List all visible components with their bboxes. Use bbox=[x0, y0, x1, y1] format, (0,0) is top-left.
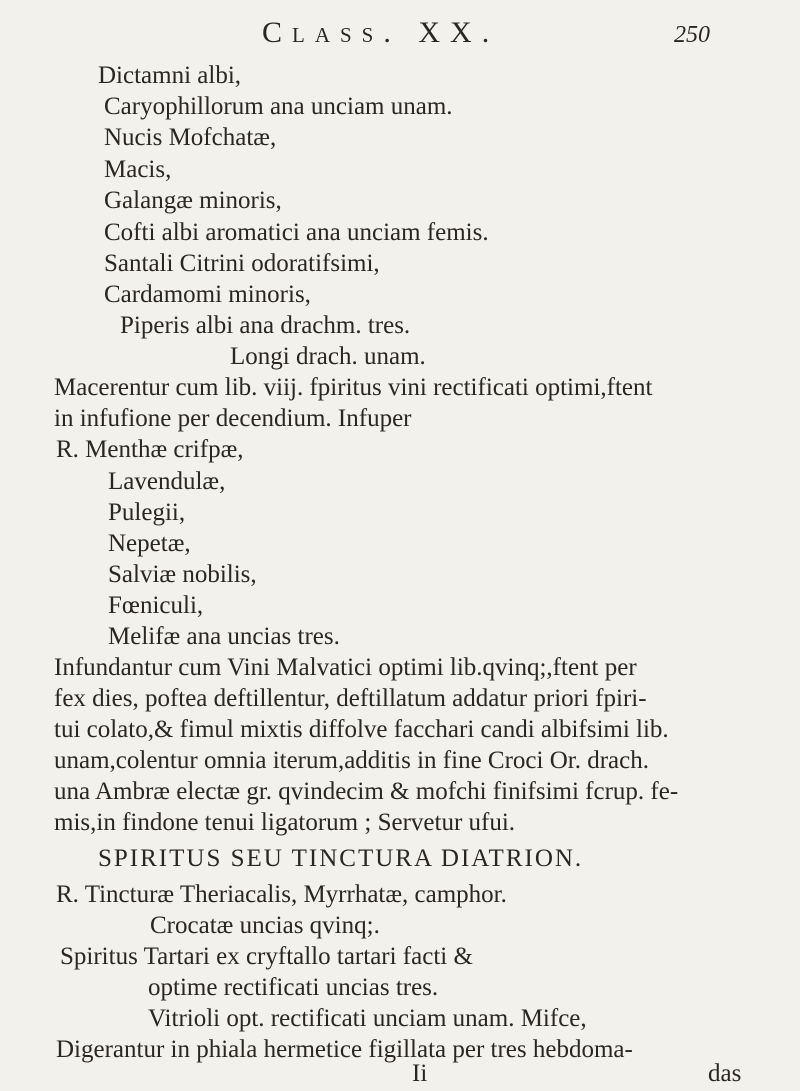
running-header bbox=[0, 16, 800, 56]
text-line: tui colato,& fimul mixtis diffolve facchari candi albifsimi lib. bbox=[54, 716, 669, 743]
section-heading: SPIRITUS SEU TINCTURA DIATRION. bbox=[98, 845, 584, 872]
text-line: Pulegii, bbox=[108, 499, 186, 526]
text-line: Macis, bbox=[104, 156, 172, 183]
text-line: R. Menthæ crifpæ, bbox=[56, 436, 244, 463]
text-line: Galangæ minoris, bbox=[104, 187, 282, 214]
page-number: 250 bbox=[674, 22, 710, 48]
text-line: Melifæ ana uncias tres. bbox=[108, 623, 340, 650]
text-line: Cofti albi aromatici ana unciam femis. bbox=[104, 219, 489, 246]
catchword: das bbox=[708, 1060, 742, 1087]
text-line: Dictamni albi, bbox=[98, 62, 242, 89]
text-line: Caryophillorum ana unciam unam. bbox=[104, 93, 453, 120]
text-line: Infundantur cum Vini Malvatici optimi lib.qvinq;,ftent per bbox=[54, 654, 637, 681]
text-line: Longi drach. unam. bbox=[230, 343, 426, 370]
text-line: optime rectificati uncias tres. bbox=[148, 974, 439, 1001]
text-line: Crocatæ uncias qvinq;. bbox=[150, 912, 380, 939]
text-line: Nucis Mofchatæ, bbox=[104, 124, 277, 151]
text-line: Cardamomi minoris, bbox=[104, 281, 311, 308]
text-line: Vitrioli opt. rectificati unciam unam. Mifce, bbox=[148, 1005, 587, 1032]
text-line: Piperis albi ana drachm. tres. bbox=[120, 312, 411, 339]
text-line: R. Tincturæ Theriacalis, Myrrhatæ, camphor. bbox=[56, 881, 507, 908]
text-line: Digerantur in phiala hermetice figillata per tres hebdoma- bbox=[56, 1036, 633, 1063]
text-line: Salviæ nobilis, bbox=[108, 561, 257, 588]
text-line: Santali Citrini odoratifsimi, bbox=[104, 250, 380, 277]
text-line: Macerentur cum lib. viij. fpiritus vini rectificati optimi,ftent bbox=[54, 374, 653, 401]
text-line: unam,colentur omnia iterum,additis in fine Croci Or. drach. bbox=[54, 747, 649, 774]
text-line: una Ambræ electæ gr. qvindecim & mofchi finifsimi fcrup. fe- bbox=[54, 778, 679, 805]
text-line: in infufione per decendium. Infuper bbox=[54, 405, 412, 432]
text-line: Nepetæ, bbox=[108, 530, 191, 557]
text-line: Fœniculi, bbox=[108, 592, 204, 619]
class-title: Class. XX. bbox=[262, 16, 500, 49]
signature-mark: Ii bbox=[412, 1060, 428, 1087]
text-line: mis,in findone tenui ligatorum ; Servetur ufui. bbox=[54, 809, 516, 836]
text-line: Lavendulæ, bbox=[108, 468, 226, 495]
text-line: fex dies, poftea deftillentur, deftillatum addatur priori fpiri- bbox=[54, 685, 647, 712]
text-line: Spiritus Tartari ex cryftallo tartari facti & bbox=[60, 943, 473, 970]
